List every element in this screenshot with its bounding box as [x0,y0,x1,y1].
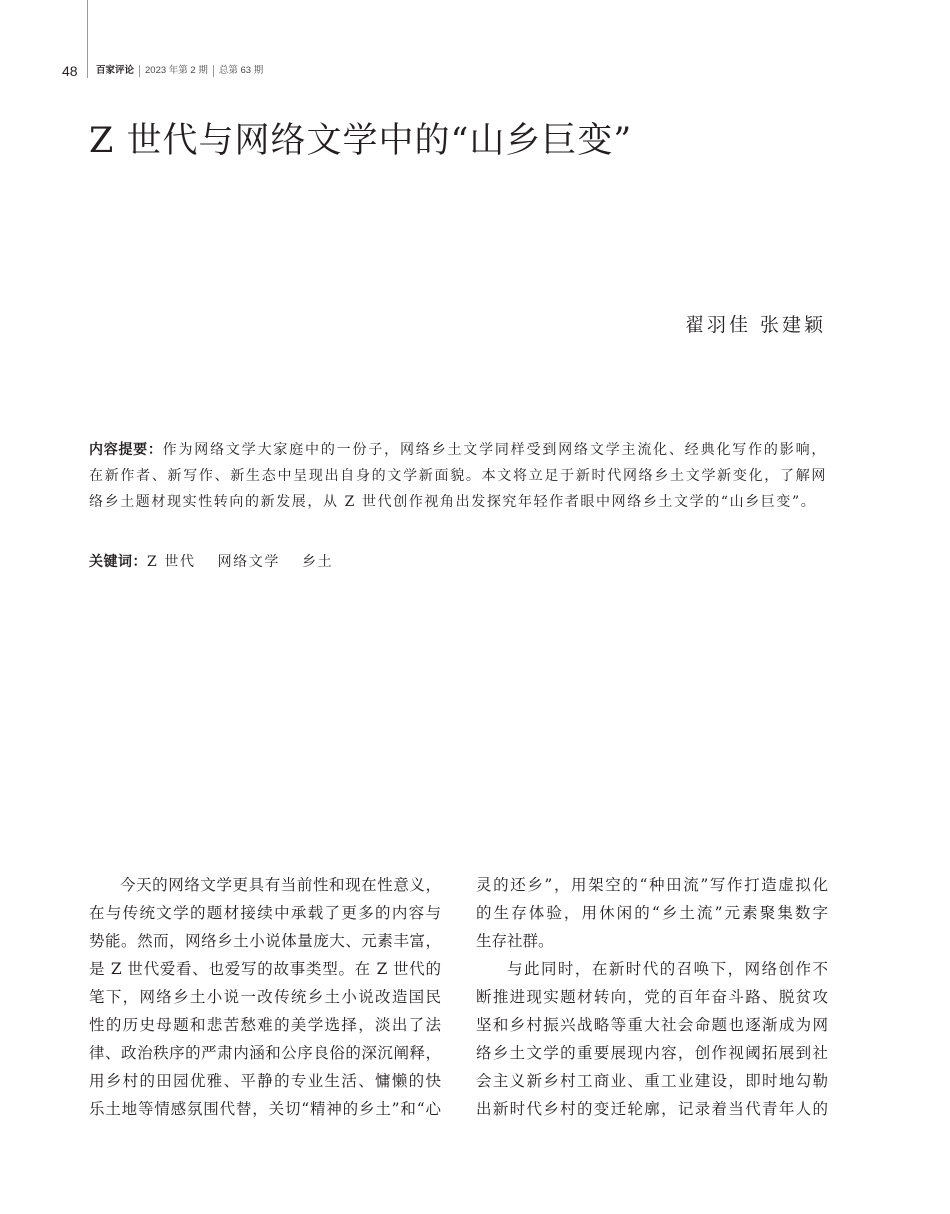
body-line: 乐土地等情感氛围代替，关切“精神的乡土”和“心 [89,1100,441,1118]
keyword-item: 乡土 [301,554,334,570]
keyword-item: Z 世代 [147,554,196,570]
body-column-left [89,871,441,1123]
article-title: Z 世代与网络文学中的“山乡巨变” [89,121,633,161]
article-authors: 翟羽佳 张建颖 [684,314,826,336]
body-line: 在与传统文学的题材接续中承载了更多的内容与 [89,904,441,922]
body-line: 生存社群。 [476,932,554,950]
body-line: 势能。然而，网络乡土小说体量庞大、元素丰富， [89,932,441,950]
body-line: 的生存体验，用休闲的“乡土流”元素聚集数字 [476,904,828,922]
keywords-label: 关键词： [89,554,147,570]
body-line: 笔下，网络乡土小说一改传统乡土小说改造国民 [89,988,441,1006]
body-line: 络乡土文学的重要展现内容，创作视阈拓展到社 [476,1044,828,1062]
journal-name: 百家评论 [96,65,140,77]
body-line: 性的历史母题和悲苦愁难的美学选择，淡出了法 [89,1016,441,1034]
keyword-item: 网络文学 [217,554,280,570]
body-line: 坚和乡村振兴战略等重大社会命题也逐渐成为网 [476,1016,828,1034]
body-column-right [476,871,828,1123]
body-line: 是 Z 世代爱看、也爱写的故事类型。在 Z 世代的 [89,960,441,978]
total-issue-label: 总第 63 期 [218,65,264,76]
keywords [89,549,355,575]
body-line: 今天的网络文学更具有当前性和现在性意义， [120,876,441,894]
body-line: 出新时代乡村的变迁轮廓，记录着当代青年人的 [476,1100,828,1118]
abstract-label: 内容提要： [89,442,163,458]
body-line: 断推进现实题材转向，党的百年奋斗路、脱贫攻 [476,988,828,1006]
body-line: 灵的还乡”，用架空的“种田流”写作打造虚拟化 [476,876,828,894]
issue-label: 2023 年第 2 期 [140,65,214,77]
body-line: 会主义新乡村工商业、重工业建设，即时地勾勒 [476,1072,828,1090]
running-header [62,63,268,79]
page-number: 48 [62,63,78,79]
body-line: 律、政治秩序的严肃内涵和公序良俗的深沉阐释， [89,1044,441,1062]
abstract-text: 作为网络文学大家庭中的一份子，网络乡土文学同样受到网络文学主流化、经典化写作的影响，在新作者、新写作、新生态中呈现出自身的文学新面貌。本文将立足于新时代网络乡土文学新变化，了解网络乡土题材现实性转向的新发展，从 Z 世代创作视角出发探究年轻作者眼中网络乡土文学的“山乡巨变”。 [89,442,827,510]
body-line: 用乡村的田园优雅、平静的专业生活、慵懒的快 [89,1072,441,1090]
abstract [89,437,827,515]
body-line: 与此同时，在新时代的召唤下，网络创作不 [507,960,828,978]
